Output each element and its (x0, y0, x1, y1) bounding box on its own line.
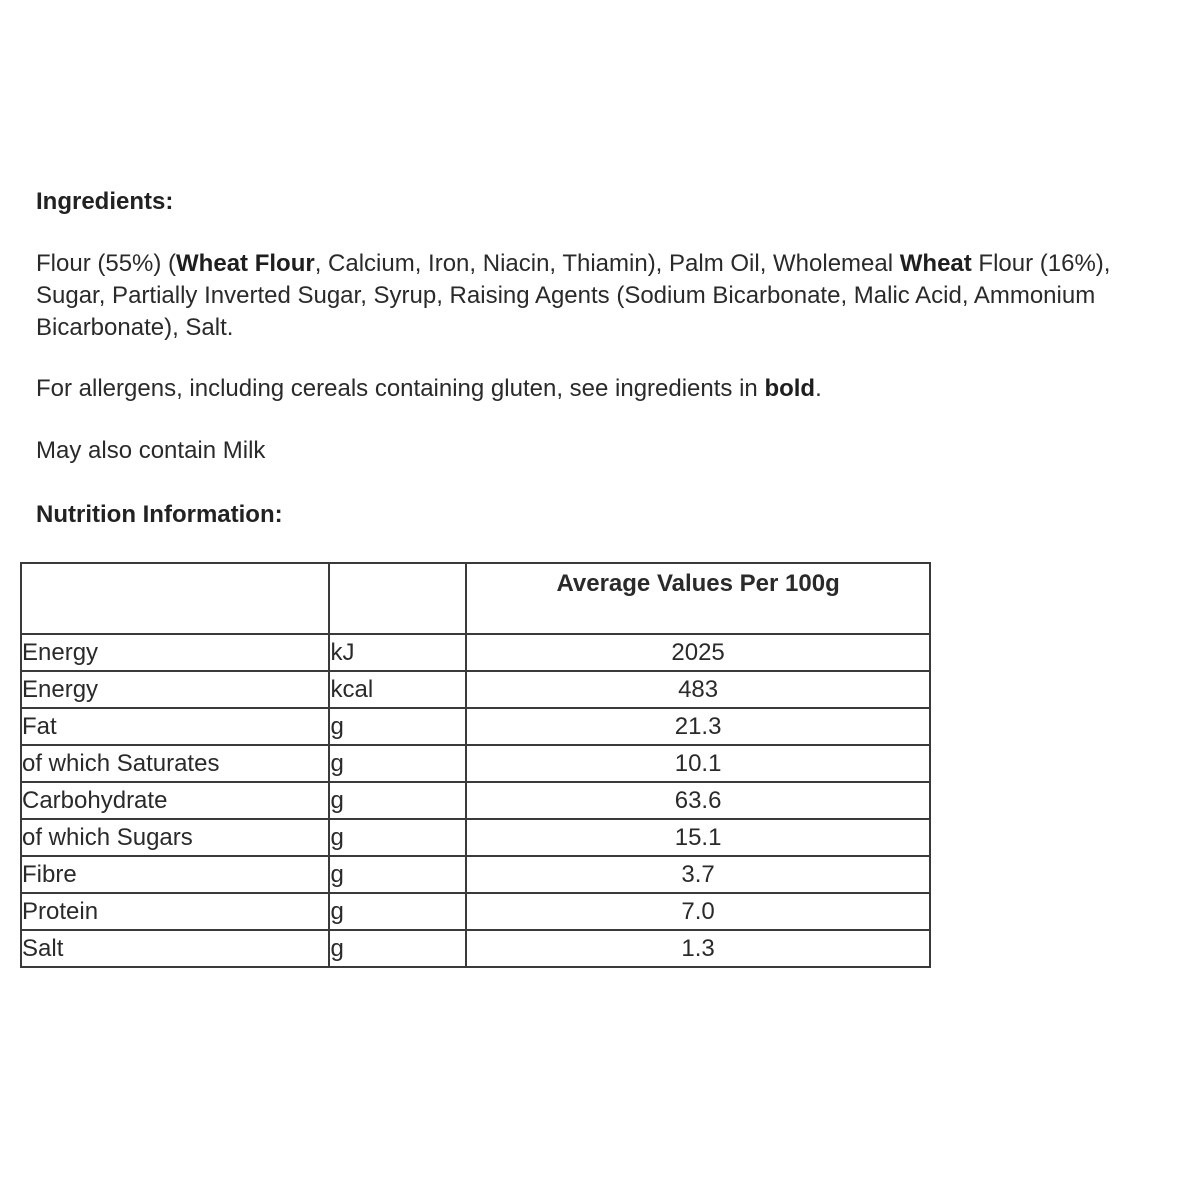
nutrient-name-cell: of which Sugars (21, 819, 329, 856)
nutrition-table-body (21, 634, 930, 967)
nutrient-value-cell: 63.6 (466, 782, 930, 819)
nutrient-value-cell: 7.0 (466, 893, 930, 930)
nutrient-unit-cell: kcal (329, 671, 466, 708)
nutrient-unit-cell: g (329, 893, 466, 930)
header-empty-cell (329, 563, 466, 634)
allergen-note-end: . (815, 375, 822, 402)
table-row (21, 708, 930, 745)
ingredients-text (36, 248, 1176, 344)
nutrient-value-cell: 3.7 (466, 856, 930, 893)
ingredients-part: Flour (16%), Sugar, Partially Inverted Sugar, Syrup, Raising Agents (Sodium Bicarbonate, Malic Acid, Ammonium Bicarbonate), Salt. (36, 250, 1111, 341)
nutrient-name-cell: Fibre (21, 856, 329, 893)
allergen-note-bold: bold (764, 375, 816, 402)
nutrient-name-cell: of which Saturates (21, 745, 329, 782)
nutrient-name-cell: Energy (21, 634, 329, 671)
nutrient-value-cell: 21.3 (466, 708, 930, 745)
nutrient-value-cell: 15.1 (466, 819, 930, 856)
nutrient-unit-cell: g (329, 782, 466, 819)
nutrient-name-cell: Fat (21, 708, 329, 745)
table-row (21, 745, 930, 782)
nutrition-header-row (21, 563, 930, 634)
nutrient-unit-cell: g (329, 819, 466, 856)
table-row (21, 930, 930, 967)
nutrient-name-cell: Salt (21, 930, 329, 967)
table-row (21, 819, 930, 856)
nutrition-table (20, 562, 931, 968)
nutrient-value-cell: 483 (466, 671, 930, 708)
allergen-note (36, 373, 1176, 405)
nutrition-heading: Nutrition Information: (36, 501, 283, 528)
table-row (21, 782, 930, 819)
allergen-note-text: For allergens, including cereals containing gluten, see ingredients in (36, 375, 765, 402)
nutrient-value-cell: 1.3 (466, 930, 930, 967)
nutrient-unit-cell: g (329, 708, 466, 745)
table-row (21, 634, 930, 671)
table-row (21, 893, 930, 930)
header-empty-cell (21, 563, 329, 634)
average-values-header: Average Values Per 100g (466, 563, 930, 634)
ingredients-allergen: Wheat Flour (176, 250, 315, 277)
table-row (21, 671, 930, 708)
nutrient-name-cell: Protein (21, 893, 329, 930)
ingredients-heading: Ingredients: (36, 188, 174, 215)
table-row (21, 856, 930, 893)
may-contain-note: May also contain Milk (36, 437, 266, 464)
ingredients-allergen: Wheat (899, 250, 972, 277)
ingredients-part: , Calcium, Iron, Niacin, Thiamin), Palm Oil, Wholemeal (314, 250, 900, 277)
nutrient-name-cell: Carbohydrate (21, 782, 329, 819)
nutrient-unit-cell: kJ (329, 634, 466, 671)
nutrient-value-cell: 10.1 (466, 745, 930, 782)
nutrient-unit-cell: g (329, 745, 466, 782)
nutrient-unit-cell: g (329, 856, 466, 893)
nutrient-unit-cell: g (329, 930, 466, 967)
nutrient-value-cell: 2025 (466, 634, 930, 671)
nutrient-name-cell: Energy (21, 671, 329, 708)
ingredients-part: Flour (55%) ( (36, 250, 177, 277)
